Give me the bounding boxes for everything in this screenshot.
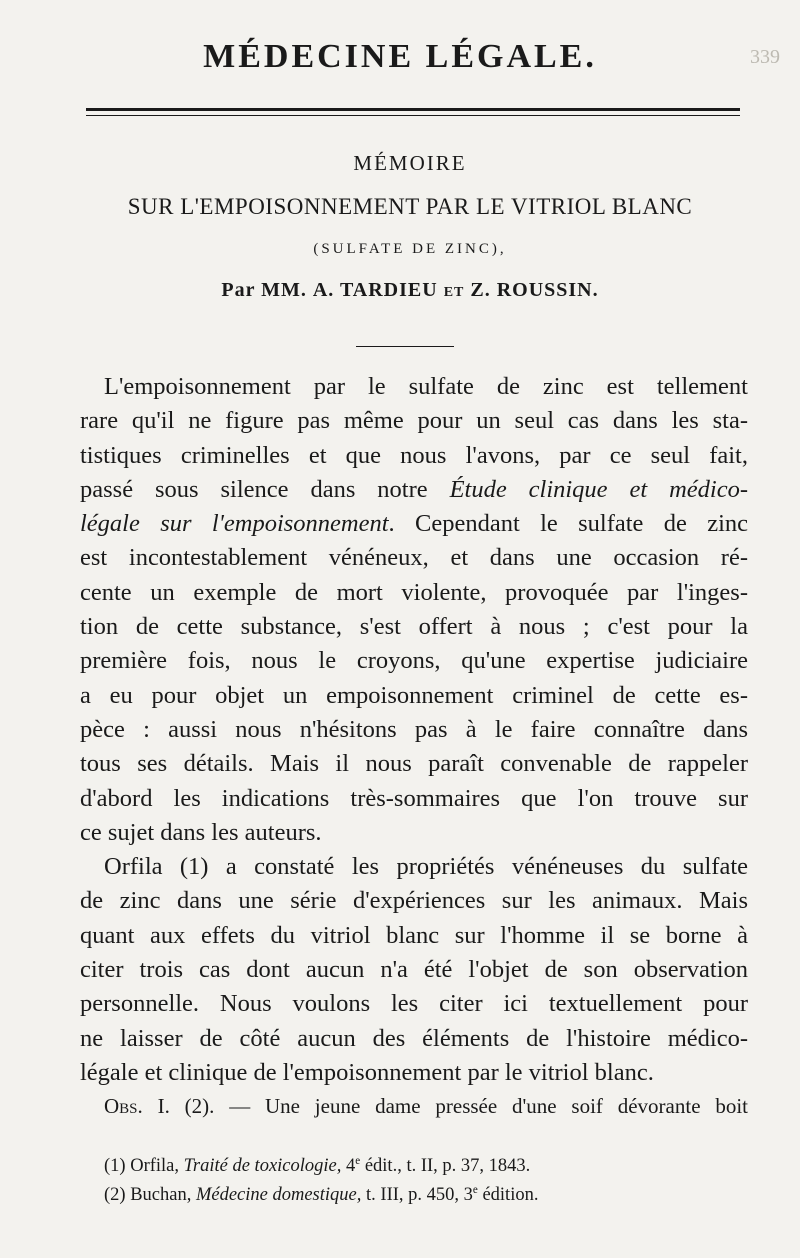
body-line: cente un exemple de mort violente, provoquée par l'inges- [80,578,748,606]
body-line [80,507,748,541]
article-heading [60,150,760,304]
footnote-edition-sup: e [355,1154,361,1167]
heading-authors [60,276,760,304]
observation-line [104,1092,748,1120]
footnote-number: (2) [104,1185,126,1205]
observation-label: Obs. I. (2). [104,1094,215,1118]
header-rule-thick [86,108,740,111]
footnote-author: Orfila, [130,1156,180,1176]
footnote-rest-part: t. III, p. 450, 3 [366,1185,473,1205]
body-line: est incontestablement vénéneux, et dans une occasion ré- [80,544,748,572]
body-line: tous ses détails. Mais il nous paraît convenable de rappeler [80,750,748,778]
footnote-2 [104,1181,704,1210]
footnote-title: Médecine domestique, [195,1185,362,1205]
body-line-part: passé sous silence dans notre [80,475,450,503]
footnote-title: Traité de toxicologie, [183,1156,342,1176]
heading-subtitle: (SULFATE DE ZINC), [313,241,507,257]
book-title-italic: légale sur l'empoisonnement [80,510,389,538]
footnote-author: Buchan, [130,1185,192,1205]
body-line: première fois, nous le croyons, qu'une expertise judiciaire [80,647,748,675]
book-title-italic: Étude clinique et médico- [449,475,749,503]
heading-memoire: MÉMOIRE [353,151,467,175]
body-line: tion de cette substance, s'est offert à nous ; c'est pour la [80,613,748,641]
section-divider [356,346,454,347]
authors-prefix: Par MM. [221,279,307,301]
body-line: rare qu'il ne figure pas même pour un seul cas dans les sta- [80,407,748,435]
footnote-1 [104,1152,704,1181]
body-line: pèce : aussi nous n'hésitons pas à le faire connaître dans [80,715,748,743]
body-line: citer trois cas dont aucun n'a été l'objet de son observation [80,956,748,984]
footnote-edition [346,1156,360,1176]
footnotes [104,1152,704,1210]
body-line: de zinc dans une série d'expériences sur les animaux. Mais [80,887,748,915]
body-line: quant aux effets du vitriol blanc sur l'homme il se borne à [80,921,748,949]
footnote-number: (1) [104,1156,126,1176]
body-line [80,473,748,507]
header-rule-thin [86,115,740,116]
article-body [80,370,748,1090]
body-line: a eu pour objet un empoisonnement criminel de cette es- [80,681,748,709]
footnote-rest [366,1185,538,1205]
heading-subject: SUR L'EMPOISONNEMENT PAR LE VITRIOL BLANC [127,194,693,219]
body-line: ce sujet dans les auteurs. [80,818,322,846]
body-line: L'empoisonnement par le sulfate de zinc est tellement [104,373,748,400]
footnote-edition-number: 4 [346,1156,356,1176]
body-line-part: . Cependant le sulfate de zinc [388,510,748,538]
observation-text: — Une jeune dame pressée d'une soif dévorante boit [229,1094,748,1118]
body-line: d'abord les indications très-sommaires que l'on trouve sur [80,784,748,812]
body-line: personnelle. Nous voulons les citer ici textuellement pour [80,990,748,1018]
authors-names: A. TARDIEU et Z. ROUSSIN. [312,279,599,301]
footnote-rest-part: édition. [482,1185,539,1205]
body-line: tistiques criminelles et que nous l'avons, par ce seul fait, [80,441,748,469]
body-line: légale et clinique de l'empoisonnement par le vitriol blanc. [80,1058,654,1086]
page-number: 339 [750,46,780,68]
footnote-edition-sup: e [472,1183,478,1196]
body-line: Orfila (1) a constaté les propriétés vénéneuses du sulfate [104,853,748,881]
running-title: MÉDECINE LÉGALE. [203,38,597,75]
footnote-rest: édit., t. II, p. 37, 1843. [364,1156,531,1176]
body-line: ne laisser de côté aucun des éléments de l'histoire médico- [80,1024,748,1052]
